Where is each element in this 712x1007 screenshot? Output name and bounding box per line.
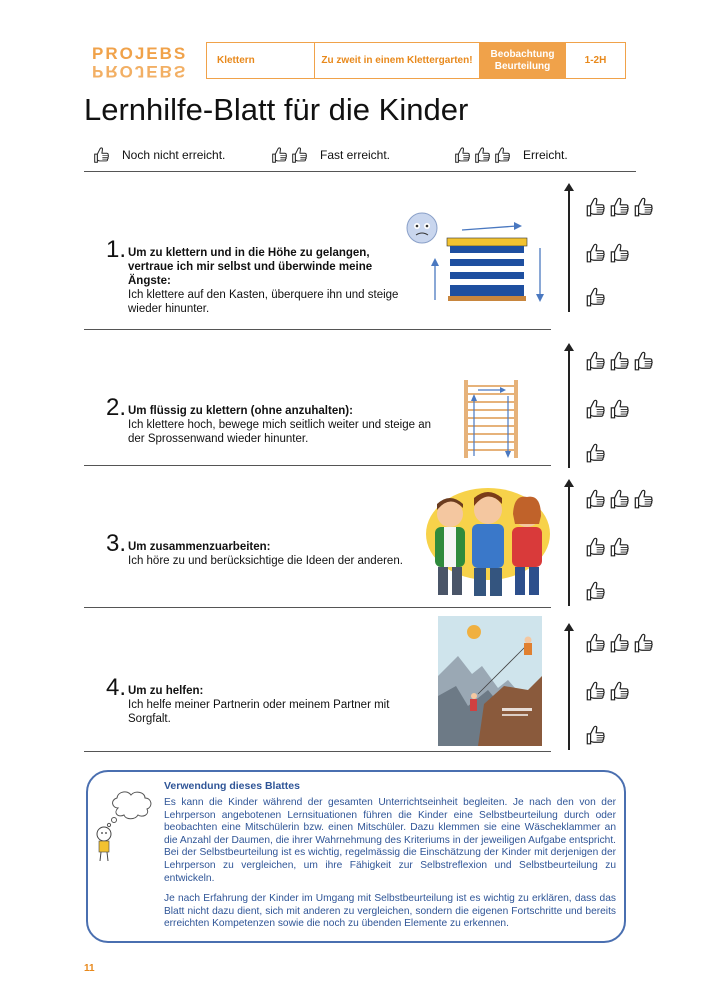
thumbs-up-icon bbox=[608, 196, 630, 218]
header-cell-assessment: Beobachtung Beurteilung bbox=[480, 43, 566, 78]
info-title: Verwendung dieses Blattes bbox=[164, 780, 300, 792]
thumbs-up-icon bbox=[584, 488, 606, 510]
children-group-icon bbox=[418, 484, 558, 600]
thumbs-up-icon bbox=[92, 146, 110, 164]
header-cell-unit: Zu zweit in einem Klettergarten! bbox=[315, 43, 480, 78]
criterion-description: Ich klettere auf den Kasten, überquere ihn und steige wieder hinunter. bbox=[128, 289, 399, 315]
legend-label: Noch nicht erreicht. bbox=[122, 148, 226, 162]
arrow-up-icon bbox=[568, 630, 570, 750]
rating-3-thumbs[interactable] bbox=[584, 350, 654, 372]
header-cell-topic: Klettern bbox=[207, 43, 315, 78]
thumbs-up-icon bbox=[584, 536, 606, 558]
rating-column-4 bbox=[560, 626, 660, 750]
arrow-up-icon bbox=[568, 486, 570, 606]
criterion-description: Ich helfe meiner Partnerin oder meinem Partner mit Sorgfalt. bbox=[128, 699, 390, 725]
criterion-text bbox=[128, 246, 418, 316]
criterion-text bbox=[128, 404, 448, 446]
thumbs-up-icon bbox=[493, 146, 511, 164]
rating-column-2 bbox=[560, 346, 660, 470]
criterion-text bbox=[128, 684, 398, 726]
criterion-3 bbox=[84, 466, 551, 608]
thumbs-up-icon bbox=[632, 488, 654, 510]
criterion-number: 3. bbox=[106, 530, 127, 557]
criterion-heading: Um zu klettern und in die Höhe zu gelangen, vertraue ich mir selbst und überwinde meine Ängste: bbox=[128, 247, 373, 287]
thumbs-up-icon bbox=[608, 488, 630, 510]
rating-column-3 bbox=[560, 482, 660, 606]
logo-text-mirror: PROJEBS bbox=[92, 62, 188, 81]
thumbs-up-icon bbox=[632, 196, 654, 218]
criterion-text bbox=[128, 540, 418, 568]
criterion-heading: Um zu helfen: bbox=[128, 685, 204, 697]
info-paragraph-1: Es kann die Kinder während der gesamten Unterrichtseinheit begleiten. Je nach den von der Lehrperson angebotenen Lernsituationen führen die Kinder eine Selbstbeurteilung durch oder beobachten eine Mitschülerin bzw. einen Mitschüler. Dazu klemmen sie eine Wäscheklammer an die Anzahl der Daumen, die ihrer Wahrnehmung des Kriteriums in der jeweiligen Aufgabe entspricht. Bei der Selbstbeurteilung ist es wichtig, regelmässig die Einschätzung der Kinder mit derjenigen der Lehrperson zu vergleichen, um ihre Fähigkeit zur Selbstreflexion und Selbstbeurteilung zu entwickeln. bbox=[164, 797, 616, 884]
criterion-description: Ich höre zu und berücksichtige die Ideen der anderen. bbox=[128, 555, 403, 567]
thumbs-up-icon bbox=[290, 146, 308, 164]
thumbs-up-icon bbox=[632, 350, 654, 372]
thumbs-up-icon bbox=[584, 442, 606, 464]
thumbs-up-icon bbox=[608, 398, 630, 420]
criterion-number: 4. bbox=[106, 674, 127, 701]
rating-2-thumbs[interactable] bbox=[584, 242, 630, 264]
criterion-2 bbox=[84, 330, 551, 466]
logo-text: PROJEBS bbox=[92, 44, 188, 63]
wall-bars-icon bbox=[460, 376, 522, 462]
criterion-number: 2. bbox=[106, 394, 127, 421]
page-number: 11 bbox=[84, 963, 95, 974]
legend bbox=[84, 140, 636, 172]
climbers-poster-icon bbox=[438, 616, 542, 746]
rating-1-thumb[interactable] bbox=[584, 580, 606, 602]
criterion-4 bbox=[84, 608, 551, 752]
thumbs-up-icon bbox=[584, 196, 606, 218]
thumbs-up-icon bbox=[584, 398, 606, 420]
thumbs-up-icon bbox=[608, 680, 630, 702]
header-table bbox=[206, 42, 626, 79]
rating-2-thumbs[interactable] bbox=[584, 536, 630, 558]
thumbs-up-icon bbox=[584, 632, 606, 654]
rating-1-thumb[interactable] bbox=[584, 286, 606, 308]
thumbs-up-icon bbox=[584, 286, 606, 308]
rating-3-thumbs[interactable] bbox=[584, 196, 654, 218]
header-cell-grade: 1-2H bbox=[584, 54, 607, 66]
thumbs-up-icon bbox=[584, 724, 606, 746]
page-title: Lernhilfe-Blatt für die Kinder bbox=[84, 92, 469, 127]
rating-column-1 bbox=[560, 186, 660, 316]
thumbs-up-icon bbox=[453, 146, 471, 164]
rating-1-thumb[interactable] bbox=[584, 442, 606, 464]
thinking-child-icon bbox=[90, 788, 160, 866]
legend-label: Erreicht. bbox=[523, 148, 568, 162]
info-paragraph-2: Je nach Erfahrung der Kinder im Umgang mit Selbstbeurteilung ist es wichtig zu erklären, dass das Blatt nicht dazu dient, sich mit anderen zu vergleichen, sondern die eigenen Fortschritte und bereits erreichten Kompetenzen sowie die noch zu übenden Elemente zu erkennen. bbox=[164, 893, 616, 930]
criterion-number: 1. bbox=[106, 236, 127, 263]
criterion-description: Ich klettere hoch, bewege mich seitlich weiter und steige an der Sprossenwand wieder hinunter. bbox=[128, 419, 431, 445]
rating-3-thumbs[interactable] bbox=[584, 488, 654, 510]
thumbs-up-icon bbox=[584, 680, 606, 702]
criterion-heading: Um flüssig zu klettern (ohne anzuhalten): bbox=[128, 405, 353, 417]
projebs-logo bbox=[92, 44, 192, 80]
thumbs-up-icon bbox=[584, 350, 606, 372]
thumbs-up-icon bbox=[608, 536, 630, 558]
thumbs-up-icon bbox=[632, 632, 654, 654]
thumbs-up-icon bbox=[270, 146, 288, 164]
thumbs-up-icon bbox=[584, 580, 606, 602]
legend-item-reached bbox=[453, 146, 568, 164]
rating-3-thumbs[interactable] bbox=[584, 632, 654, 654]
thumbs-up-icon bbox=[608, 632, 630, 654]
thumbs-up-icon bbox=[584, 242, 606, 264]
arrow-up-icon bbox=[568, 190, 570, 312]
rating-2-thumbs[interactable] bbox=[584, 398, 630, 420]
criterion-heading: Um zusammenzuarbeiten: bbox=[128, 541, 271, 553]
thumbs-up-icon bbox=[473, 146, 491, 164]
thumbs-up-icon bbox=[608, 350, 630, 372]
legend-item-almost bbox=[270, 146, 390, 164]
vaulting-box-icon bbox=[402, 208, 552, 308]
arrow-up-icon bbox=[568, 350, 570, 468]
legend-label: Fast erreicht. bbox=[320, 148, 391, 162]
legend-item-not-reached bbox=[92, 146, 225, 164]
criterion-1 bbox=[84, 186, 551, 330]
thumbs-up-icon bbox=[608, 242, 630, 264]
rating-2-thumbs[interactable] bbox=[584, 680, 630, 702]
rating-1-thumb[interactable] bbox=[584, 724, 606, 746]
